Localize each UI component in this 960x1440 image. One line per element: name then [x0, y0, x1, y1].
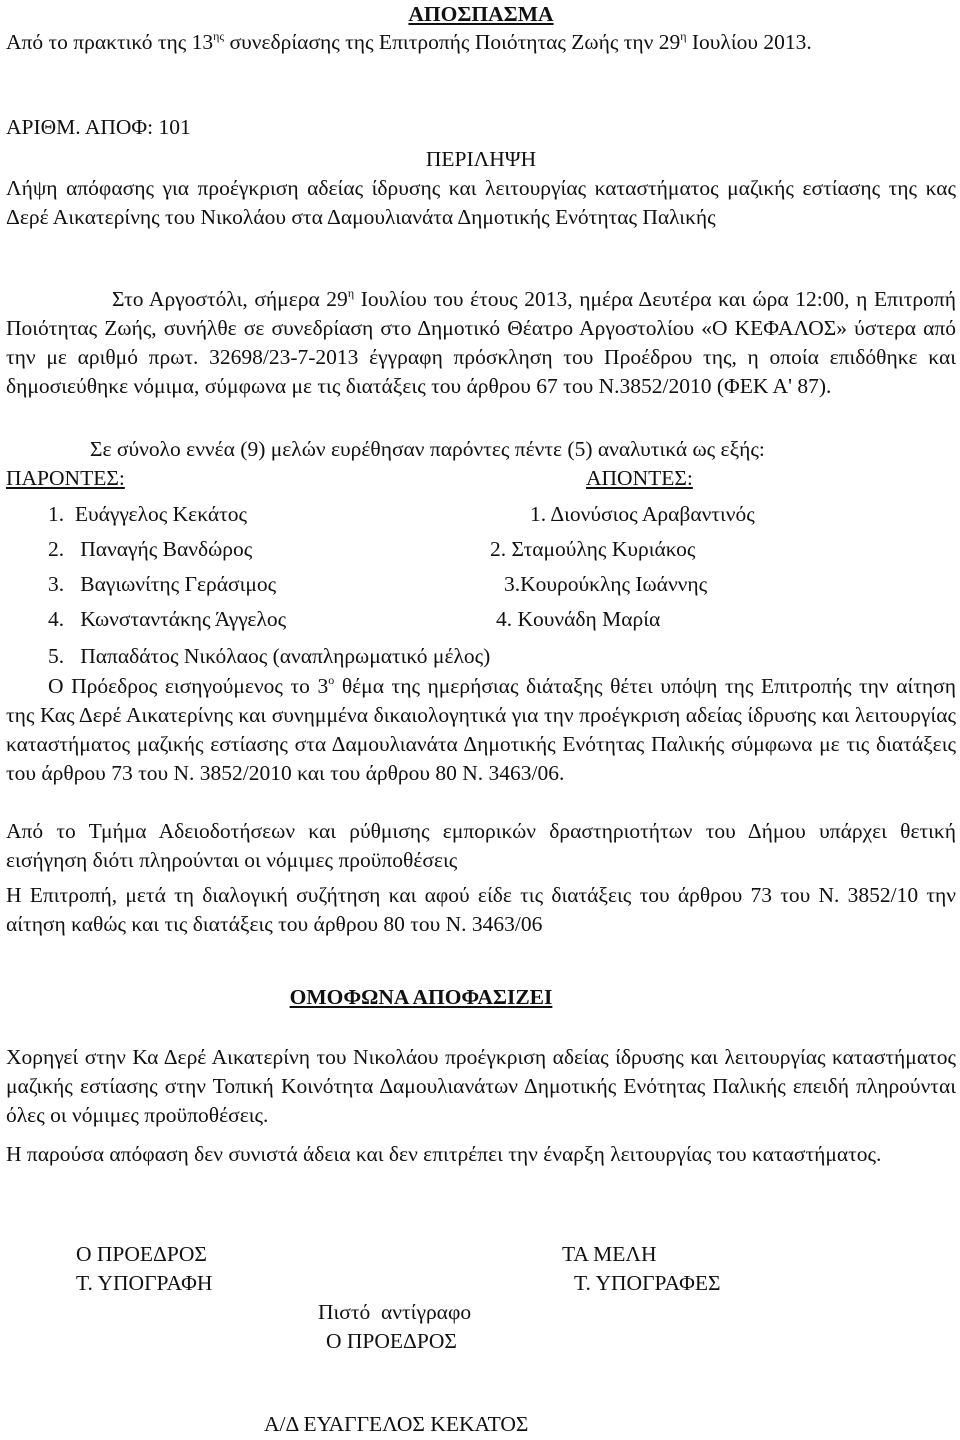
present-label: ΠΑΡΟΝΤΕΣ:	[6, 466, 125, 490]
president-signature: Τ. ΥΠΟΓΡΑΦΗ	[76, 1271, 213, 1295]
absent-label: ΑΠΟΝΤΕΣ:	[586, 466, 693, 490]
intro-paragraph: Στο Αργοστόλι, σήμερα $29^\eta$ Ιουλίου του έτους 2013, ημέρα Δευτέρα και ώρα 12:00, η Επιτροπή Ποιότητας Ζωής, συνήλθε σε συνεδρίαση στο Δημοτικό Θέατρο Αργοστολίου «Ο ΚΕΦΑΛΟΣ» ύστερα από την με αριθμό πρωτ. 32698/23-7-2013 έγγραφη πρόσκληση του Προέδρου της, η οποία επιδόθηκε και δημοσιεύθηκε νόμιμα, σύμφωνα με τις διατάξεις του άρθρου 67 του Ν.3852/2010 (ΦΕΚ Α' 87).	[6, 286, 956, 398]
document-title: ΑΠΟΣΠΑΣΜΑ	[408, 2, 554, 26]
signatory-name: Α/Δ ΕΥΑΓΓΕΛΟΣ ΚΕΚΑΤΟΣ	[264, 1412, 529, 1436]
proposal-paragraph: Ο Πρόεδρος εισηγούμενος το $3^o$ θέμα της ημερήσιας διάταξης θέτει υπόψη της Επιτροπής την αίτηση της Κας Δερέ Αικατερίνης και συνημμένα δικαιολογητικά για την προέγκριση αδείας ίδρυσης και λειτουργίας καταστήματος μαζικής εστίασης στα Δαμουλιανάτα Δημοτικής Ενότητας Παλικής σύμφωνα με τις διατάξεις του άρθρου 73 του Ν. 3852/2010 και του άρθρου 80 Ν. 3463/06.	[6, 673, 957, 785]
present-member: 2. Παναγής Βανδώρος	[48, 537, 253, 561]
true-copy-president: Ο ΠΡΟΕΔΡΟΣ	[326, 1329, 457, 1353]
absent-member: 3.Κουρούκλης Ιωάννης	[504, 572, 708, 596]
committee-paragraph: Η Επιτροπή, μετά τη διαλογική συζήτηση και αφού είδε τις διατάξεις του άρθρου 73 του Ν. 3852/10 την αίτηση καθώς και τις διατάξεις του άρθρου 80 του Ν. 3463/06	[6, 883, 956, 936]
members-title: ΤΑ ΜΕΛΗ	[562, 1242, 657, 1266]
minutes-reference: Από το πρακτικό της $13^{\eta\varsigma}$ συνεδρίασης της Επιτροπής Ποιότητας Ζωής την $29^\eta$ Ιουλίου 2013.	[6, 29, 812, 54]
notice-paragraph: Η παρούσα απόφαση δεν συνιστά άδεια και δεν επιτρέπει την έναρξη λειτουργίας του καταστήματος.	[6, 1142, 882, 1166]
president-title: Ο ΠΡΟΕΔΡΟΣ	[76, 1242, 207, 1266]
absent-member: 4. Κουνάδη Μαρία	[496, 607, 661, 631]
present-member: 1. Ευάγγελος Κεκάτος	[48, 502, 248, 526]
present-member: 4. Κωνσταντάκης Άγγελος	[48, 607, 287, 631]
summary-title: ΠΕΡΙΛΗΨΗ	[425, 147, 537, 171]
present-member: 5. Παπαδάτος Νικόλαος (αναπληρωματικό μέλος)	[48, 644, 491, 668]
true-copy-label: Πιστό αντίγραφο	[318, 1300, 472, 1324]
summary-text: Λήψη απόφασης για προέγκριση αδείας ίδρυσης και λειτουργίας καταστήματος μαζικής εστίασης της κας Δερέ Αικατερίνης του Νικολάου στα Δαμουλιανάτα Δημοτικής Ενότητας Παλικής	[6, 176, 956, 229]
decision-paragraph: Χορηγεί στην Κα Δερέ Αικατερίνη του Νικολάου προέγκριση αδείας ίδρυσης και λειτουργίας καταστήματος μαζικής εστίασης στην Τοπική Κοινότητα Δαμουλιανάτων Δημοτικής Ενότητας Παλικής επειδή πληρούνται όλες οι νόμιμες προϋποθέσεις.	[6, 1045, 956, 1127]
decision-number: ΑΡΙΘΜ. ΑΠΟΦ: 101	[6, 115, 191, 139]
quorum-text: Σε σύνολο εννέα (9) μελών ευρέθησαν παρόντες πέντε (5) αναλυτικά ως εξής:	[90, 437, 765, 461]
present-member: 3. Βαγιωνίτης Γεράσιμος	[48, 572, 277, 596]
members-signature: Τ. ΥΠΟΓΡΑΦΕΣ	[574, 1271, 721, 1295]
recommendation-paragraph: Από το Τμήμα Αδειοδοτήσεων και ρύθμισης εμπορικών δραστηριοτήτων του Δήμου υπάρχει θετική εισήγηση διότι πληρούνται οι νόμιμες προϋποθέσεις	[6, 819, 956, 872]
absent-member: 2. Σταμούλης Κυριάκος	[490, 537, 696, 561]
absent-member: 1. Διονύσιος Αραβαντινός	[530, 502, 755, 526]
decision-title: ΟΜΟΦΩΝΑ ΑΠΟΦΑΣΙΖΕΙ	[289, 985, 553, 1009]
